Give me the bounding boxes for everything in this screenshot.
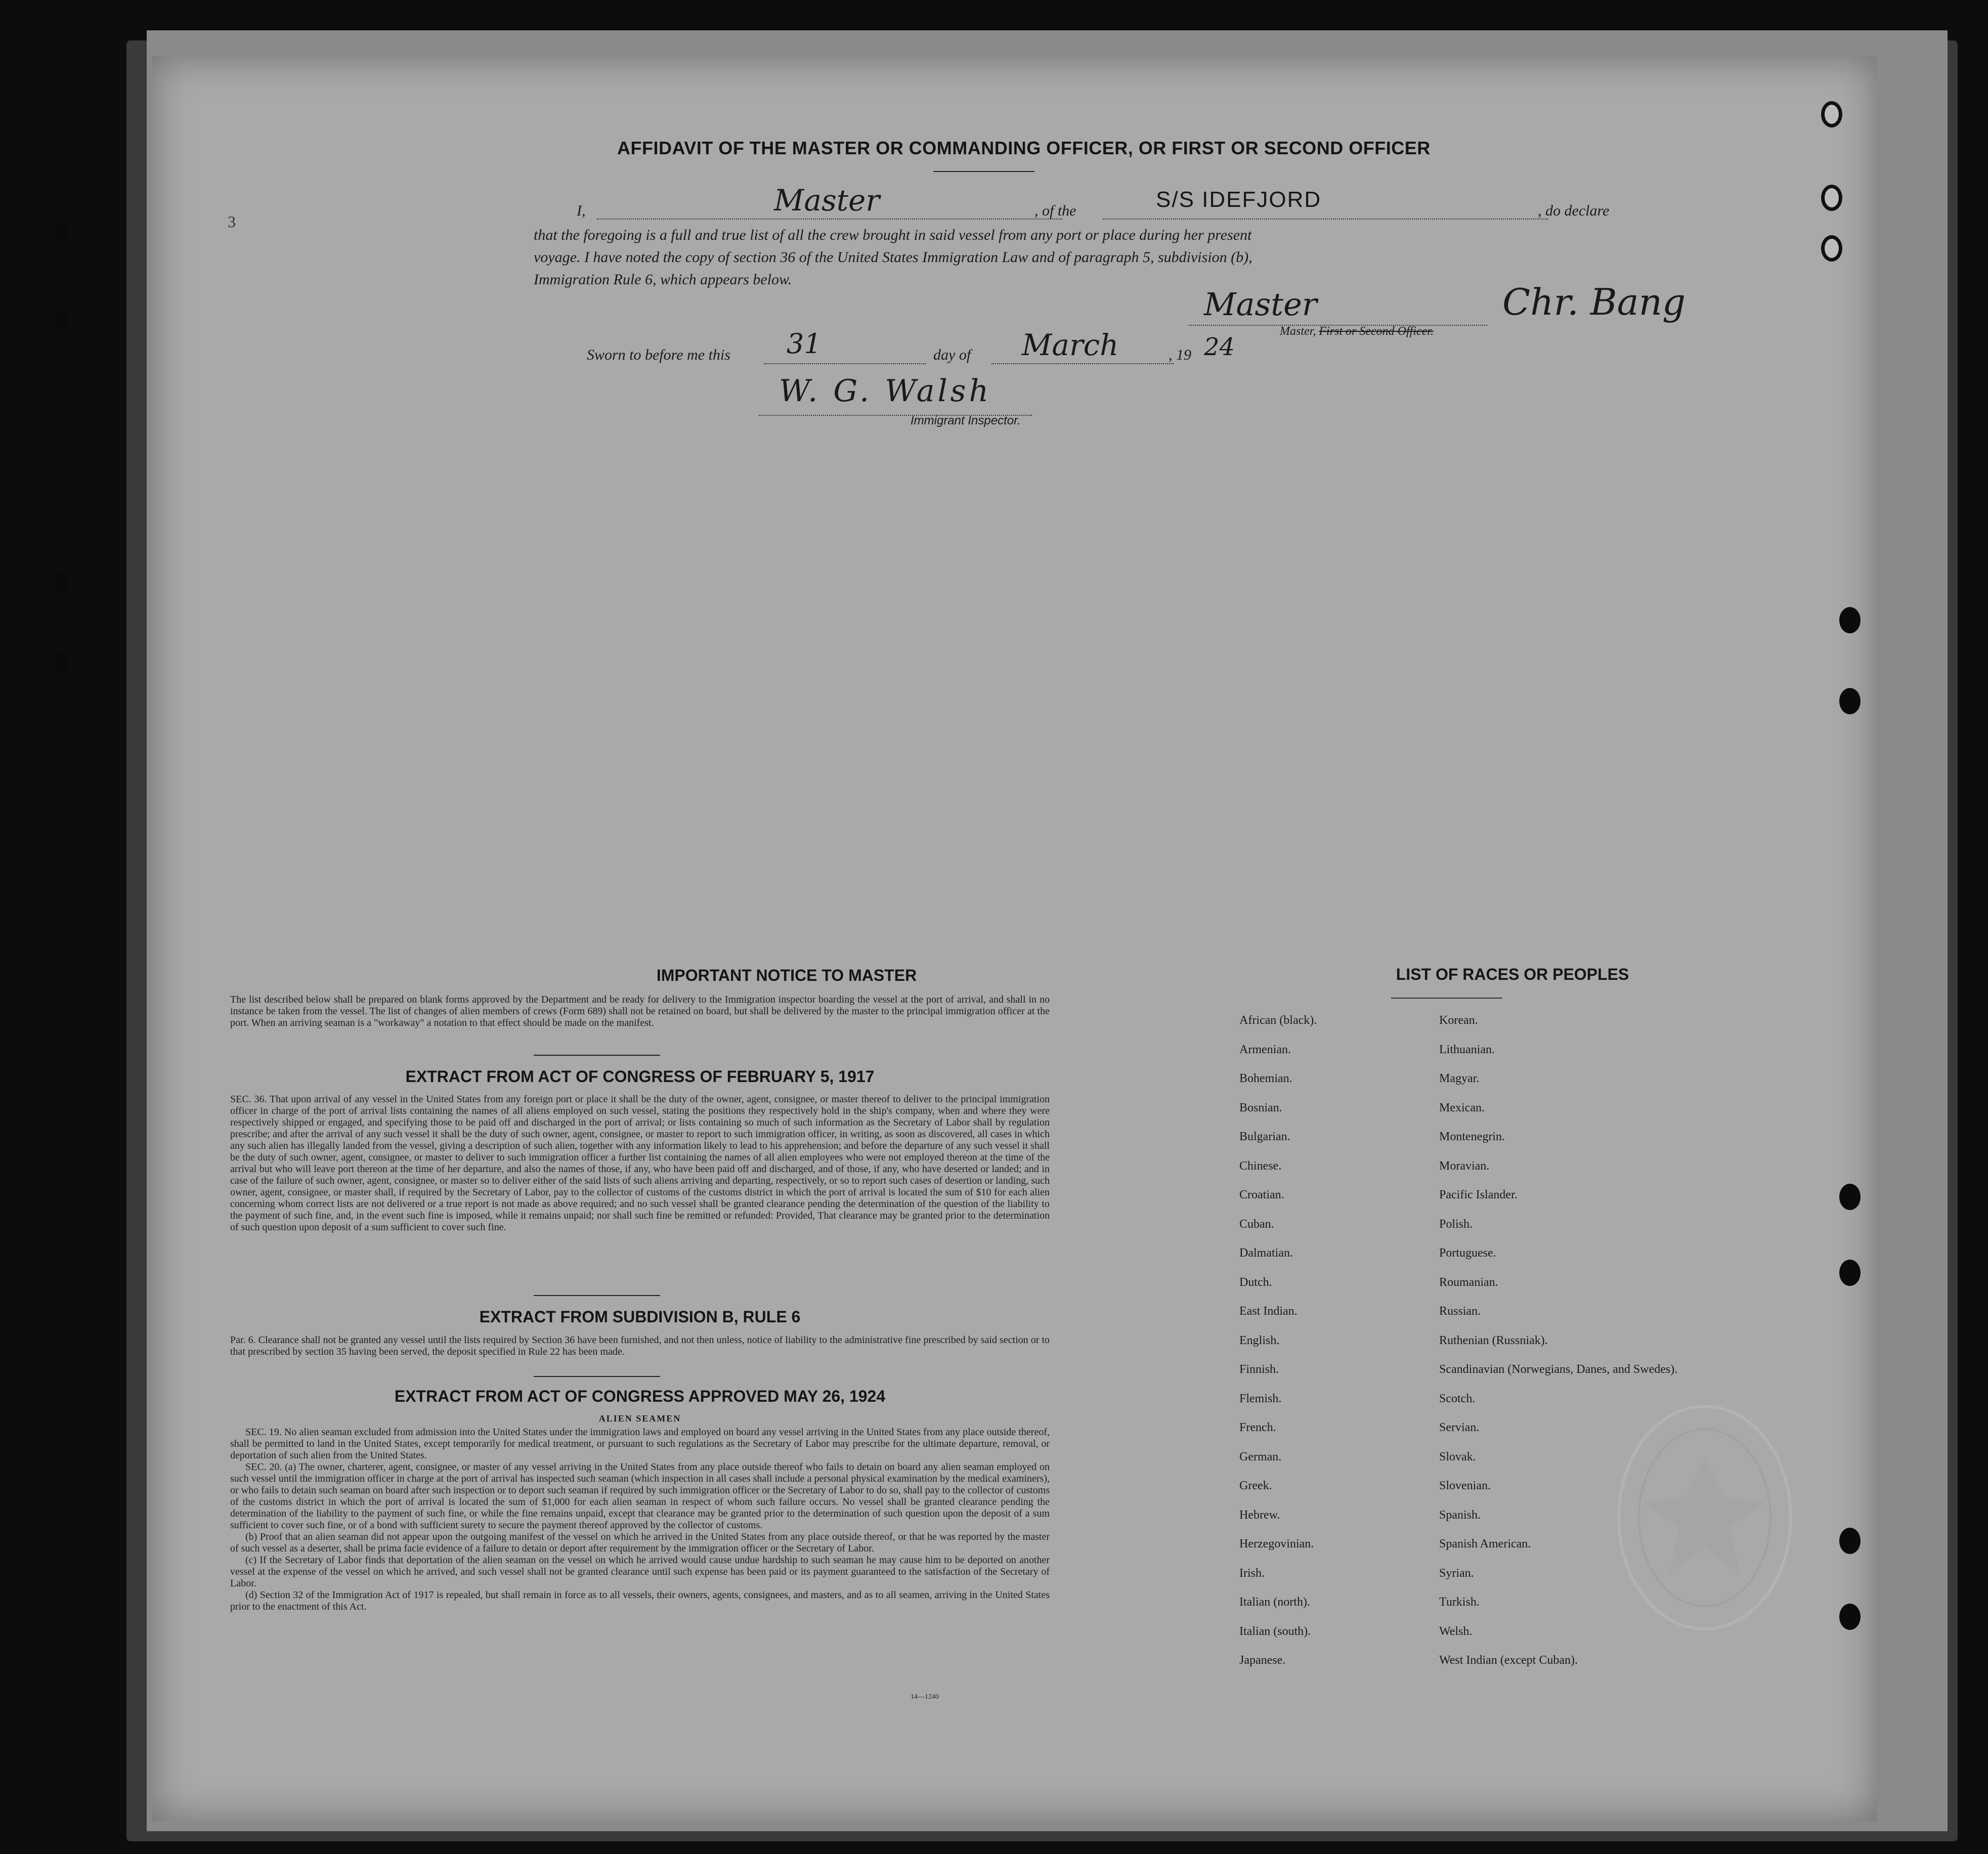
notice-title: IMPORTANT NOTICE TO MASTER (656, 966, 917, 984)
race-item: Bosnian. (1239, 1101, 1282, 1114)
race-item: Bulgarian. (1239, 1130, 1290, 1143)
race-item: African (black). (1239, 1014, 1317, 1027)
race-item: Slovak. (1439, 1450, 1476, 1463)
affidavit-body-line1: that the foregoing is a full and true list of all the crew brought in said vessel from any port or place during her present (534, 227, 1252, 243)
binder-hole-icon (1821, 235, 1842, 262)
sworn-month-line (991, 363, 1174, 364)
year-prefix: , 19 (1169, 347, 1191, 363)
sworn-day-line (764, 363, 926, 364)
race-item: Scandinavian (Norwegians, Danes, and Swedes). (1439, 1363, 1678, 1376)
binder-hole-icon (48, 653, 69, 679)
race-item: Portuguese. (1439, 1246, 1496, 1260)
extract-rule6-rule (534, 1376, 660, 1377)
year-suffix: 24 (1204, 333, 1235, 361)
race-item: Spanish. (1439, 1508, 1481, 1522)
race-item: English. (1239, 1333, 1280, 1347)
race-item: Spanish American. (1439, 1537, 1531, 1550)
vessel-name: S/S IDEFJORD (1156, 187, 1322, 212)
sec20a-paragraph: SEC. 20. (a) The owner, charterer, agent, consignee, or master of any vessel arriving in the United States from any place outside thereof who fails to detain on board any alien seaman employed on such vessel until the immigration officer in charge at the port of arrival has inspected such seaman (which inspection in all cases shall include a personal physical examination by the medical examiners), or who fails to detain such seaman on board after such inspection or to deport such seaman if required by such immigration officer or the Secretary of Labor to do so, shall pay to the collector of customs of the customs district in which the port of arrival is located the sum of $1,000 for each alien seaman in respect of whom such failure occurs. No vessel shall be granted clearance pending the determination of the liability to the payment of such fine, or while the fine remains unpaid, except that clearance may be granted prior to the determination of such question upon the deposit of a sum sufficient to cover such fine, or of a bond with sufficient surety to secure the payment thereof approved by the collector of customs. (230, 1461, 1050, 1531)
master-signature: Chr. Bang (1502, 281, 1686, 323)
race-item: Dutch. (1239, 1275, 1272, 1289)
extract-1924-title: EXTRACT FROM ACT OF CONGRESS APPROVED MAY 26, 1924 (394, 1387, 886, 1405)
race-item: Herzegovinian. (1239, 1537, 1314, 1550)
race-item: Russian. (1439, 1305, 1481, 1318)
document-page (152, 56, 1877, 1821)
race-item: Roumanian. (1439, 1275, 1498, 1289)
extract-rule6-body: Par. 6. Clearance shall not be granted any vessel until the lists required by Section 36 have been furnished, and not then unless, notice of liability to the administrative fine prescribed by said section or to that prescribed by section 35 having been served, the deposit specified in Rule 22 has been made. (230, 1334, 1050, 1357)
binder-hole-icon (1821, 185, 1842, 211)
affidavit-body-line3: Immigration Rule 6, which appears below. (534, 271, 792, 288)
races-title: LIST OF RACES OR PEOPLES (1396, 965, 1629, 983)
sec20b-paragraph: (b) Proof that an alien seaman did not appear upon the outgoing manifest of the vessel on which he arrived in the United States from any place outside thereof, or that he was reported by the master of such vessel as a deserter, shall be prima facie evidence of a failure to detain or deport after requirement by the immigration officer or the Secretary of Labor. (230, 1531, 1050, 1554)
signer-caption-master: Master, (1280, 325, 1316, 338)
master-signature-prefix: Master (1204, 286, 1317, 323)
race-item: Irish. (1239, 1566, 1265, 1580)
inspector-signature: W. G. Walsh (779, 373, 992, 409)
race-item: Armenian. (1239, 1043, 1291, 1056)
race-item: Welsh. (1439, 1624, 1473, 1638)
race-item: Flemish. (1239, 1392, 1282, 1405)
race-item: Finnish. (1239, 1363, 1279, 1376)
margin-note: 3 (228, 212, 236, 231)
sec19-paragraph: SEC. 19. No alien seaman excluded from admission into the United States under the immigration laws and employed on board any vessel arriving in the United States from any place outside thereof, shall be permitted to land in the United States, except temporarily for medical treatment, or pursuant to such regulations as the Secretary of Labor may prescribe for the ultimate departure, removal, or deportation of such alien from the United States. (230, 1427, 1050, 1461)
extract-1917-body: SEC. 36. That upon arrival of any vessel in the United States from any foreign port or place it shall be the duty of the owner, agent, consignee, or master thereof to deliver to the principal immigration officer in charge of the port of arrival lists containing the names of all aliens employed on such vessel, stating the positions they respectively hold in the ship's company, when and where they were respectively shipped or engaged, and specifying those to be paid off and discharged in the port of arrival; or lists containing so much of such information as the Secretary of Labor shall by regulation prescribe; and after the arrival of any such vessel it shall be the duty of such owner, agent, consignee, or master to report to such immigration officer, in writing, as soon as discovered, all cases in which any such alien has illegally landed from the vessel, giving a description of such alien, together with any information likely to lead to his apprehension; and before the departure of any such vessel it shall be the duty of such owner, agent, consignee, or master to deliver to such immigration officer a further list containing the names of all alien employees who were not employed thereon at the time of the arrival but who will leave port thereon at the time of her departure, and also the names of those, if any, who have been paid off and discharged, and of those, if any, who have deserted or landed; and in case of the failure of such owner, agent, consignee, or master so to deliver either of the said lists of such aliens arriving and departing, respectively, or so to report such cases of desertion or landing, such owner, agent, consignee, or master shall, if required by the Secretary of Labor, pay to the collector of customs of the customs district in which the port of arrival is located the sum of $10 for each alien concerning whom correct lists are not delivered or a true report is not made as above required; and no such vessel shall be granted clearance pending the determination of the question of the liability to the payment of such fine, and, in the event such fine is imposed, while it remains unpaid; nor shall such fine be remitted or refunded: Provided, That clearance may be granted prior to the determination of such question upon deposit of a sum sufficient to cover such fine. (230, 1094, 1050, 1233)
sworn-day: 31 (787, 328, 822, 360)
binder-hole-icon (1821, 101, 1842, 127)
race-item: Turkish. (1439, 1596, 1480, 1609)
race-item: Hebrew. (1239, 1508, 1280, 1522)
race-item: Greek. (1239, 1479, 1272, 1492)
extract-1924-subtitle: ALIEN SEAMEN (598, 1413, 681, 1424)
race-item: Dalmatian. (1239, 1246, 1293, 1260)
extract-1924-text (230, 1427, 1050, 1613)
day-of-label: day of (933, 347, 971, 363)
binder-hole-icon (1839, 1604, 1861, 1630)
race-item: West Indian (except Cuban). (1439, 1654, 1578, 1667)
races-rule (1391, 998, 1502, 999)
binder-hole-icon (1839, 688, 1861, 714)
race-item: Lithuanian. (1439, 1043, 1495, 1056)
inspector-caption: Immigrant Inspector. (911, 414, 1021, 427)
affidavit-title-rule (933, 171, 1034, 172)
binder-hole-icon (48, 572, 69, 598)
race-item: Chinese. (1239, 1159, 1282, 1173)
race-item: Ruthenian (Russniak). (1439, 1333, 1548, 1347)
race-item: Montenegrin. (1439, 1130, 1505, 1143)
race-item: Mexican. (1439, 1101, 1485, 1114)
affidavit-body-line2: voyage. I have noted the copy of section 36 of the United States Immigration Law and of paragraph 5, subdivision (b), (534, 249, 1252, 266)
race-item: French. (1239, 1421, 1276, 1434)
binder-hole-icon (1839, 1528, 1861, 1554)
race-item: Syrian. (1439, 1566, 1474, 1580)
race-item: Polish. (1439, 1217, 1473, 1231)
signer-caption (1280, 325, 1434, 338)
extract-1917-title: EXTRACT FROM ACT OF CONGRESS OF FEBRUARY 5, 1917 (405, 1067, 875, 1086)
notice-body: The list described below shall be prepared on blank forms approved by the Department and be ready for delivery to the Immigration inspector boarding the vessel at the port of arrival, and shall in no instance be taken from the vessel. The list of changes of alien members of crews (Form 689) shall not be retained on board, but shall be delivered by the master to the principal immigration officer at the port. When an arriving seaman is a "workaway" a notation to that effect should be made on the manifest. (230, 994, 1050, 1028)
officer-name-handwritten: Master (774, 183, 880, 218)
race-item: Pacific Islander. (1439, 1188, 1518, 1201)
signer-caption-struck: First or Second Officer. (1319, 325, 1434, 338)
binder-hole-icon (48, 223, 69, 249)
of-the-label: , of the (1034, 202, 1076, 219)
race-item: Japanese. (1239, 1654, 1286, 1667)
extract-1917-rule (534, 1295, 660, 1296)
vessel-name-line (1103, 219, 1548, 220)
race-item: Korean. (1439, 1014, 1478, 1027)
sec20c-paragraph: (c) If the Secretary of Labor finds that deportation of the alien seaman on the vessel on which he arrived would cause undue hardship to such seaman he may cause him to be deported on another vessel at the expense of the vessel on which he arrived, and such vessel shall not be granted clearance until such expense has been paid or its payment guaranteed to the satisfaction of the Secretary of Labor. (230, 1555, 1050, 1589)
sworn-month: March (1022, 328, 1119, 362)
officer-name-line (597, 219, 1062, 220)
extract-rule6-title: EXTRACT FROM SUBDIVISION B, RULE 6 (479, 1308, 801, 1326)
declare-label: , do declare (1538, 202, 1610, 219)
race-item: Cuban. (1239, 1217, 1274, 1231)
race-item: Italian (north). (1239, 1596, 1310, 1609)
race-item: Slovenian. (1439, 1479, 1491, 1492)
race-item: Scotch. (1439, 1392, 1476, 1405)
binder-hole-icon (1839, 607, 1861, 633)
binder-hole-icon (1839, 1260, 1861, 1286)
binder-hole-icon (1839, 1184, 1861, 1210)
race-item: Croatian. (1239, 1188, 1284, 1201)
race-item: Servian. (1439, 1421, 1480, 1434)
i-label: I, (577, 202, 586, 219)
race-item: German. (1239, 1450, 1282, 1463)
binder-hole-icon (48, 304, 69, 330)
race-item: Italian (south). (1239, 1624, 1311, 1638)
form-number: 14—1240 (911, 1693, 939, 1701)
race-item: Magyar. (1439, 1072, 1480, 1085)
affidavit-title: AFFIDAVIT OF THE MASTER OR COMMANDING OFFICER, OR FIRST OR SECOND OFFICER (617, 138, 1431, 158)
notice-rule (534, 1055, 660, 1056)
race-item: Bohemian. (1239, 1072, 1292, 1085)
race-item: East Indian. (1239, 1305, 1298, 1318)
race-item: Moravian. (1439, 1159, 1490, 1173)
sworn-label: Sworn to before me this (587, 347, 730, 363)
sec20d-paragraph: (d) Section 32 of the Immigration Act of 1917 is repealed, but shall remain in force as to all vessels, their owners, agents, consignees, and masters, and as to all seamen, arriving in the United States prior to the enactment of this Act. (230, 1589, 1050, 1612)
